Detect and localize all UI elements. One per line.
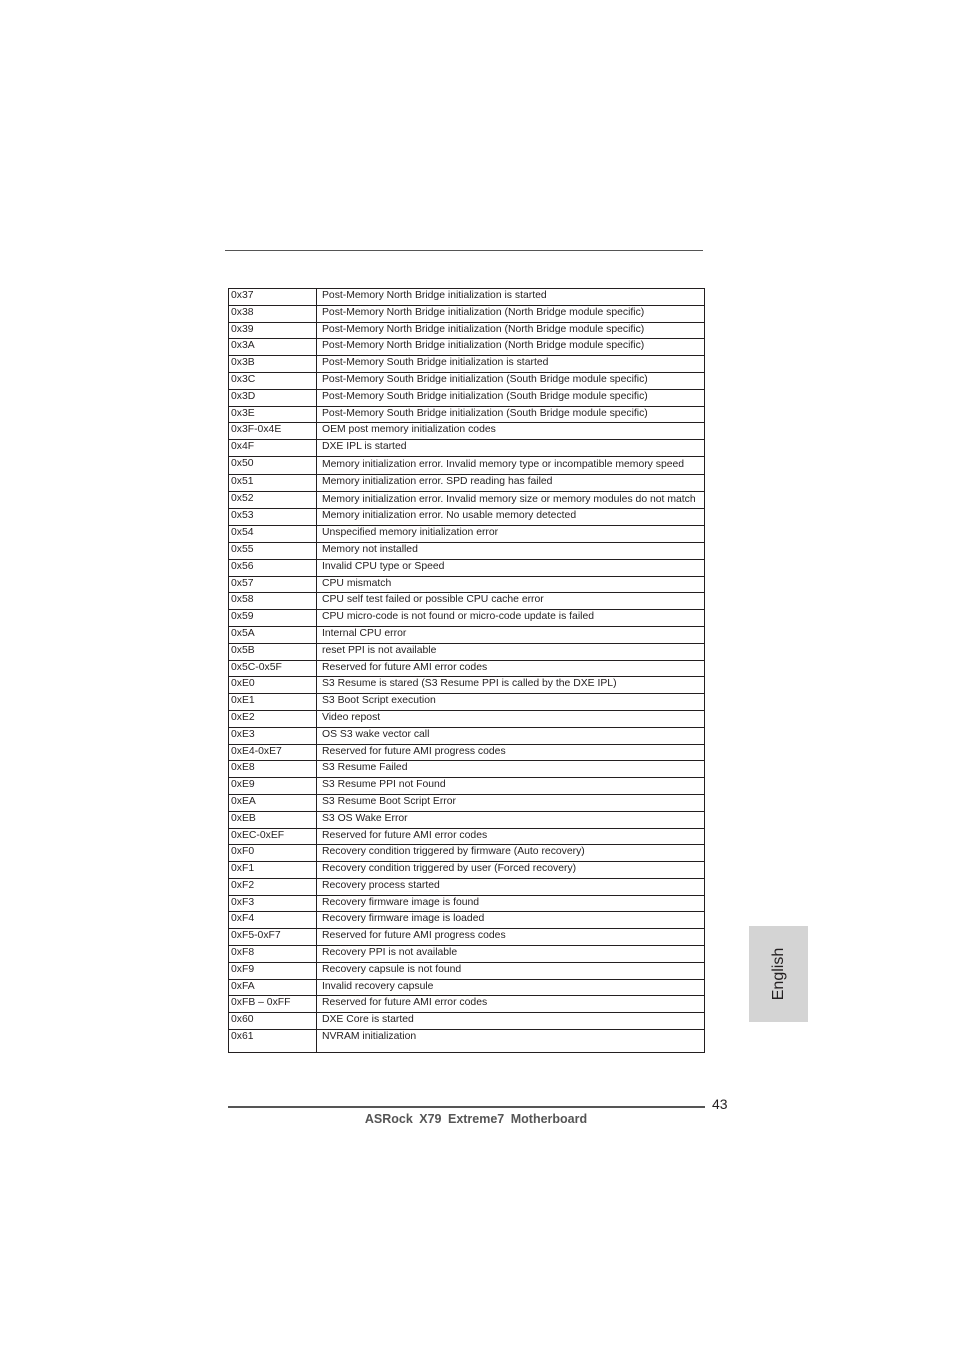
post-code-cell: 0xF5-0xF7 xyxy=(229,929,317,946)
table-row xyxy=(229,946,705,963)
post-code-cell: 0x3C xyxy=(229,372,317,389)
description-cell: Unspecified memory initialization error xyxy=(317,526,705,543)
table-row xyxy=(229,356,705,373)
post-code-cell: 0xF0 xyxy=(229,845,317,862)
description-cell: Reserved for future AMI error codes xyxy=(317,660,705,677)
language-tab xyxy=(749,926,808,1022)
post-code-cell: 0xF8 xyxy=(229,946,317,963)
table-row xyxy=(229,778,705,795)
post-code-cell: 0x59 xyxy=(229,610,317,627)
table-row xyxy=(229,593,705,610)
description-cell: Memory initialization error. Invalid memory size or memory modules do not match xyxy=(317,491,705,509)
post-code-cell: 0xE1 xyxy=(229,694,317,711)
post-code-cell: 0x39 xyxy=(229,322,317,339)
post-code-cell: 0xE9 xyxy=(229,778,317,795)
post-code-cell: 0xF9 xyxy=(229,962,317,979)
description-cell: S3 OS Wake Error xyxy=(317,811,705,828)
post-code-cell: 0x5B xyxy=(229,643,317,660)
table-row xyxy=(229,744,705,761)
post-code-cell: 0xE3 xyxy=(229,727,317,744)
post-code-cell: 0x3F-0x4E xyxy=(229,423,317,440)
post-code-cell: 0x52 xyxy=(229,491,317,509)
table-row xyxy=(229,1013,705,1030)
post-code-cell: 0xE8 xyxy=(229,761,317,778)
description-cell: Memory initialization error. Invalid memory type or incompatible memory speed xyxy=(317,456,705,474)
description-cell: Invalid CPU type or Speed xyxy=(317,559,705,576)
post-code-cell: 0x3B xyxy=(229,356,317,373)
description-cell: Post-Memory North Bridge initialization (North Bridge module specific) xyxy=(317,339,705,356)
footer-title: ASRock X79 Extreme7 Motherboard xyxy=(364,1112,588,1126)
post-code-cell: 0x53 xyxy=(229,509,317,526)
description-cell: Post-Memory North Bridge initialization (North Bridge module specific) xyxy=(317,322,705,339)
description-cell: Memory initialization error. No usable memory detected xyxy=(317,509,705,526)
post-code-cell: 0xFA xyxy=(229,979,317,996)
post-code-cell: 0x54 xyxy=(229,526,317,543)
post-code-cell: 0x50 xyxy=(229,456,317,474)
description-cell: Recovery firmware image is found xyxy=(317,895,705,912)
table-row xyxy=(229,576,705,593)
post-code-cell: 0xF2 xyxy=(229,878,317,895)
page-number: 43 xyxy=(712,1096,728,1112)
table-row xyxy=(229,474,705,491)
description-cell: S3 Resume PPI not Found xyxy=(317,778,705,795)
table-row xyxy=(229,305,705,322)
post-code-cell: 0x60 xyxy=(229,1013,317,1030)
table-row xyxy=(229,811,705,828)
post-code-cell: 0xF1 xyxy=(229,862,317,879)
table-row xyxy=(229,895,705,912)
post-code-cell: 0x3D xyxy=(229,389,317,406)
post-code-cell: 0xF3 xyxy=(229,895,317,912)
description-cell: Post-Memory South Bridge initialization (South Bridge module specific) xyxy=(317,406,705,423)
table-row xyxy=(229,710,705,727)
description-cell: NVRAM initialization xyxy=(317,1030,705,1053)
post-code-table-body xyxy=(229,289,705,1053)
table-row xyxy=(229,626,705,643)
description-cell: Recovery process started xyxy=(317,878,705,895)
post-code-cell: 0xE2 xyxy=(229,710,317,727)
post-code-cell: 0xEC-0xEF xyxy=(229,828,317,845)
post-code-cell: 0x61 xyxy=(229,1030,317,1053)
post-code-cell: 0x5A xyxy=(229,626,317,643)
description-cell: CPU mismatch xyxy=(317,576,705,593)
description-cell: Reserved for future AMI error codes xyxy=(317,828,705,845)
table-row xyxy=(229,794,705,811)
table-row xyxy=(229,828,705,845)
table-row xyxy=(229,559,705,576)
description-cell: Post-Memory South Bridge initialization (South Bridge module specific) xyxy=(317,372,705,389)
post-code-cell: 0x5C-0x5F xyxy=(229,660,317,677)
description-cell: DXE IPL is started xyxy=(317,440,705,457)
description-cell: Invalid recovery capsule xyxy=(317,979,705,996)
post-code-cell: 0x37 xyxy=(229,289,317,306)
description-cell: Post-Memory North Bridge initialization is started xyxy=(317,289,705,306)
description-cell: OS S3 wake vector call xyxy=(317,727,705,744)
header-rule xyxy=(225,250,703,251)
description-cell: Recovery PPI is not available xyxy=(317,946,705,963)
table-row xyxy=(229,389,705,406)
table-row xyxy=(229,456,705,474)
table-row xyxy=(229,660,705,677)
table-row xyxy=(229,643,705,660)
table-row xyxy=(229,761,705,778)
post-code-cell: 0xEA xyxy=(229,794,317,811)
post-code-cell: 0x55 xyxy=(229,542,317,559)
table-row xyxy=(229,979,705,996)
table-row xyxy=(229,322,705,339)
table-row xyxy=(229,727,705,744)
description-cell: DXE Core is started xyxy=(317,1013,705,1030)
table-row xyxy=(229,610,705,627)
table-row xyxy=(229,929,705,946)
description-cell: CPU micro-code is not found or micro-code update is failed xyxy=(317,610,705,627)
post-code-cell: 0x58 xyxy=(229,593,317,610)
table-row xyxy=(229,542,705,559)
description-cell: S3 Resume Failed xyxy=(317,761,705,778)
post-code-cell: 0xFB – 0xFF xyxy=(229,996,317,1013)
table-row xyxy=(229,962,705,979)
table-row xyxy=(229,339,705,356)
post-code-cell: 0xF4 xyxy=(229,912,317,929)
table-row xyxy=(229,491,705,509)
description-cell: Recovery firmware image is loaded xyxy=(317,912,705,929)
description-cell: S3 Resume Boot Script Error xyxy=(317,794,705,811)
post-code-cell: 0xE0 xyxy=(229,677,317,694)
table-row xyxy=(229,845,705,862)
post-code-cell: 0x3A xyxy=(229,339,317,356)
post-code-table xyxy=(228,288,705,1053)
post-code-cell: 0x38 xyxy=(229,305,317,322)
post-code-cell: 0x4F xyxy=(229,440,317,457)
post-code-cell: 0xE4-0xE7 xyxy=(229,744,317,761)
table-row xyxy=(229,289,705,306)
description-cell: S3 Resume is stared (S3 Resume PPI is called by the DXE IPL) xyxy=(317,677,705,694)
description-cell: Internal CPU error xyxy=(317,626,705,643)
description-cell: Post-Memory South Bridge initialization (South Bridge module specific) xyxy=(317,389,705,406)
language-tab-label: English xyxy=(769,947,787,1001)
table-row xyxy=(229,677,705,694)
table-row xyxy=(229,440,705,457)
description-cell: Memory not installed xyxy=(317,542,705,559)
table-row xyxy=(229,878,705,895)
description-cell: Video repost xyxy=(317,710,705,727)
description-cell: Recovery capsule is not found xyxy=(317,962,705,979)
table-row xyxy=(229,406,705,423)
post-code-cell: 0x57 xyxy=(229,576,317,593)
post-code-cell: 0x51 xyxy=(229,474,317,491)
description-cell: Recovery condition triggered by user (Forced recovery) xyxy=(317,862,705,879)
table-row xyxy=(229,509,705,526)
post-code-cell: 0x56 xyxy=(229,559,317,576)
description-cell: Reserved for future AMI progress codes xyxy=(317,744,705,761)
table-row xyxy=(229,526,705,543)
table-row xyxy=(229,912,705,929)
description-cell: CPU self test failed or possible CPU cache error xyxy=(317,593,705,610)
post-code-cell: 0xEB xyxy=(229,811,317,828)
description-cell: reset PPI is not available xyxy=(317,643,705,660)
table-row xyxy=(229,996,705,1013)
table-row xyxy=(229,694,705,711)
description-cell: Recovery condition triggered by firmware (Auto recovery) xyxy=(317,845,705,862)
footer-rule xyxy=(228,1106,705,1108)
table-row xyxy=(229,1030,705,1053)
description-cell: Memory initialization error. SPD reading has failed xyxy=(317,474,705,491)
description-cell: Post-Memory North Bridge initialization (North Bridge module specific) xyxy=(317,305,705,322)
description-cell: Reserved for future AMI error codes xyxy=(317,996,705,1013)
post-code-cell: 0x3E xyxy=(229,406,317,423)
description-cell: Reserved for future AMI progress codes xyxy=(317,929,705,946)
description-cell: S3 Boot Script execution xyxy=(317,694,705,711)
description-cell: Post-Memory South Bridge initialization is started xyxy=(317,356,705,373)
table-row xyxy=(229,372,705,389)
table-row xyxy=(229,862,705,879)
table-row xyxy=(229,423,705,440)
description-cell: OEM post memory initialization codes xyxy=(317,423,705,440)
